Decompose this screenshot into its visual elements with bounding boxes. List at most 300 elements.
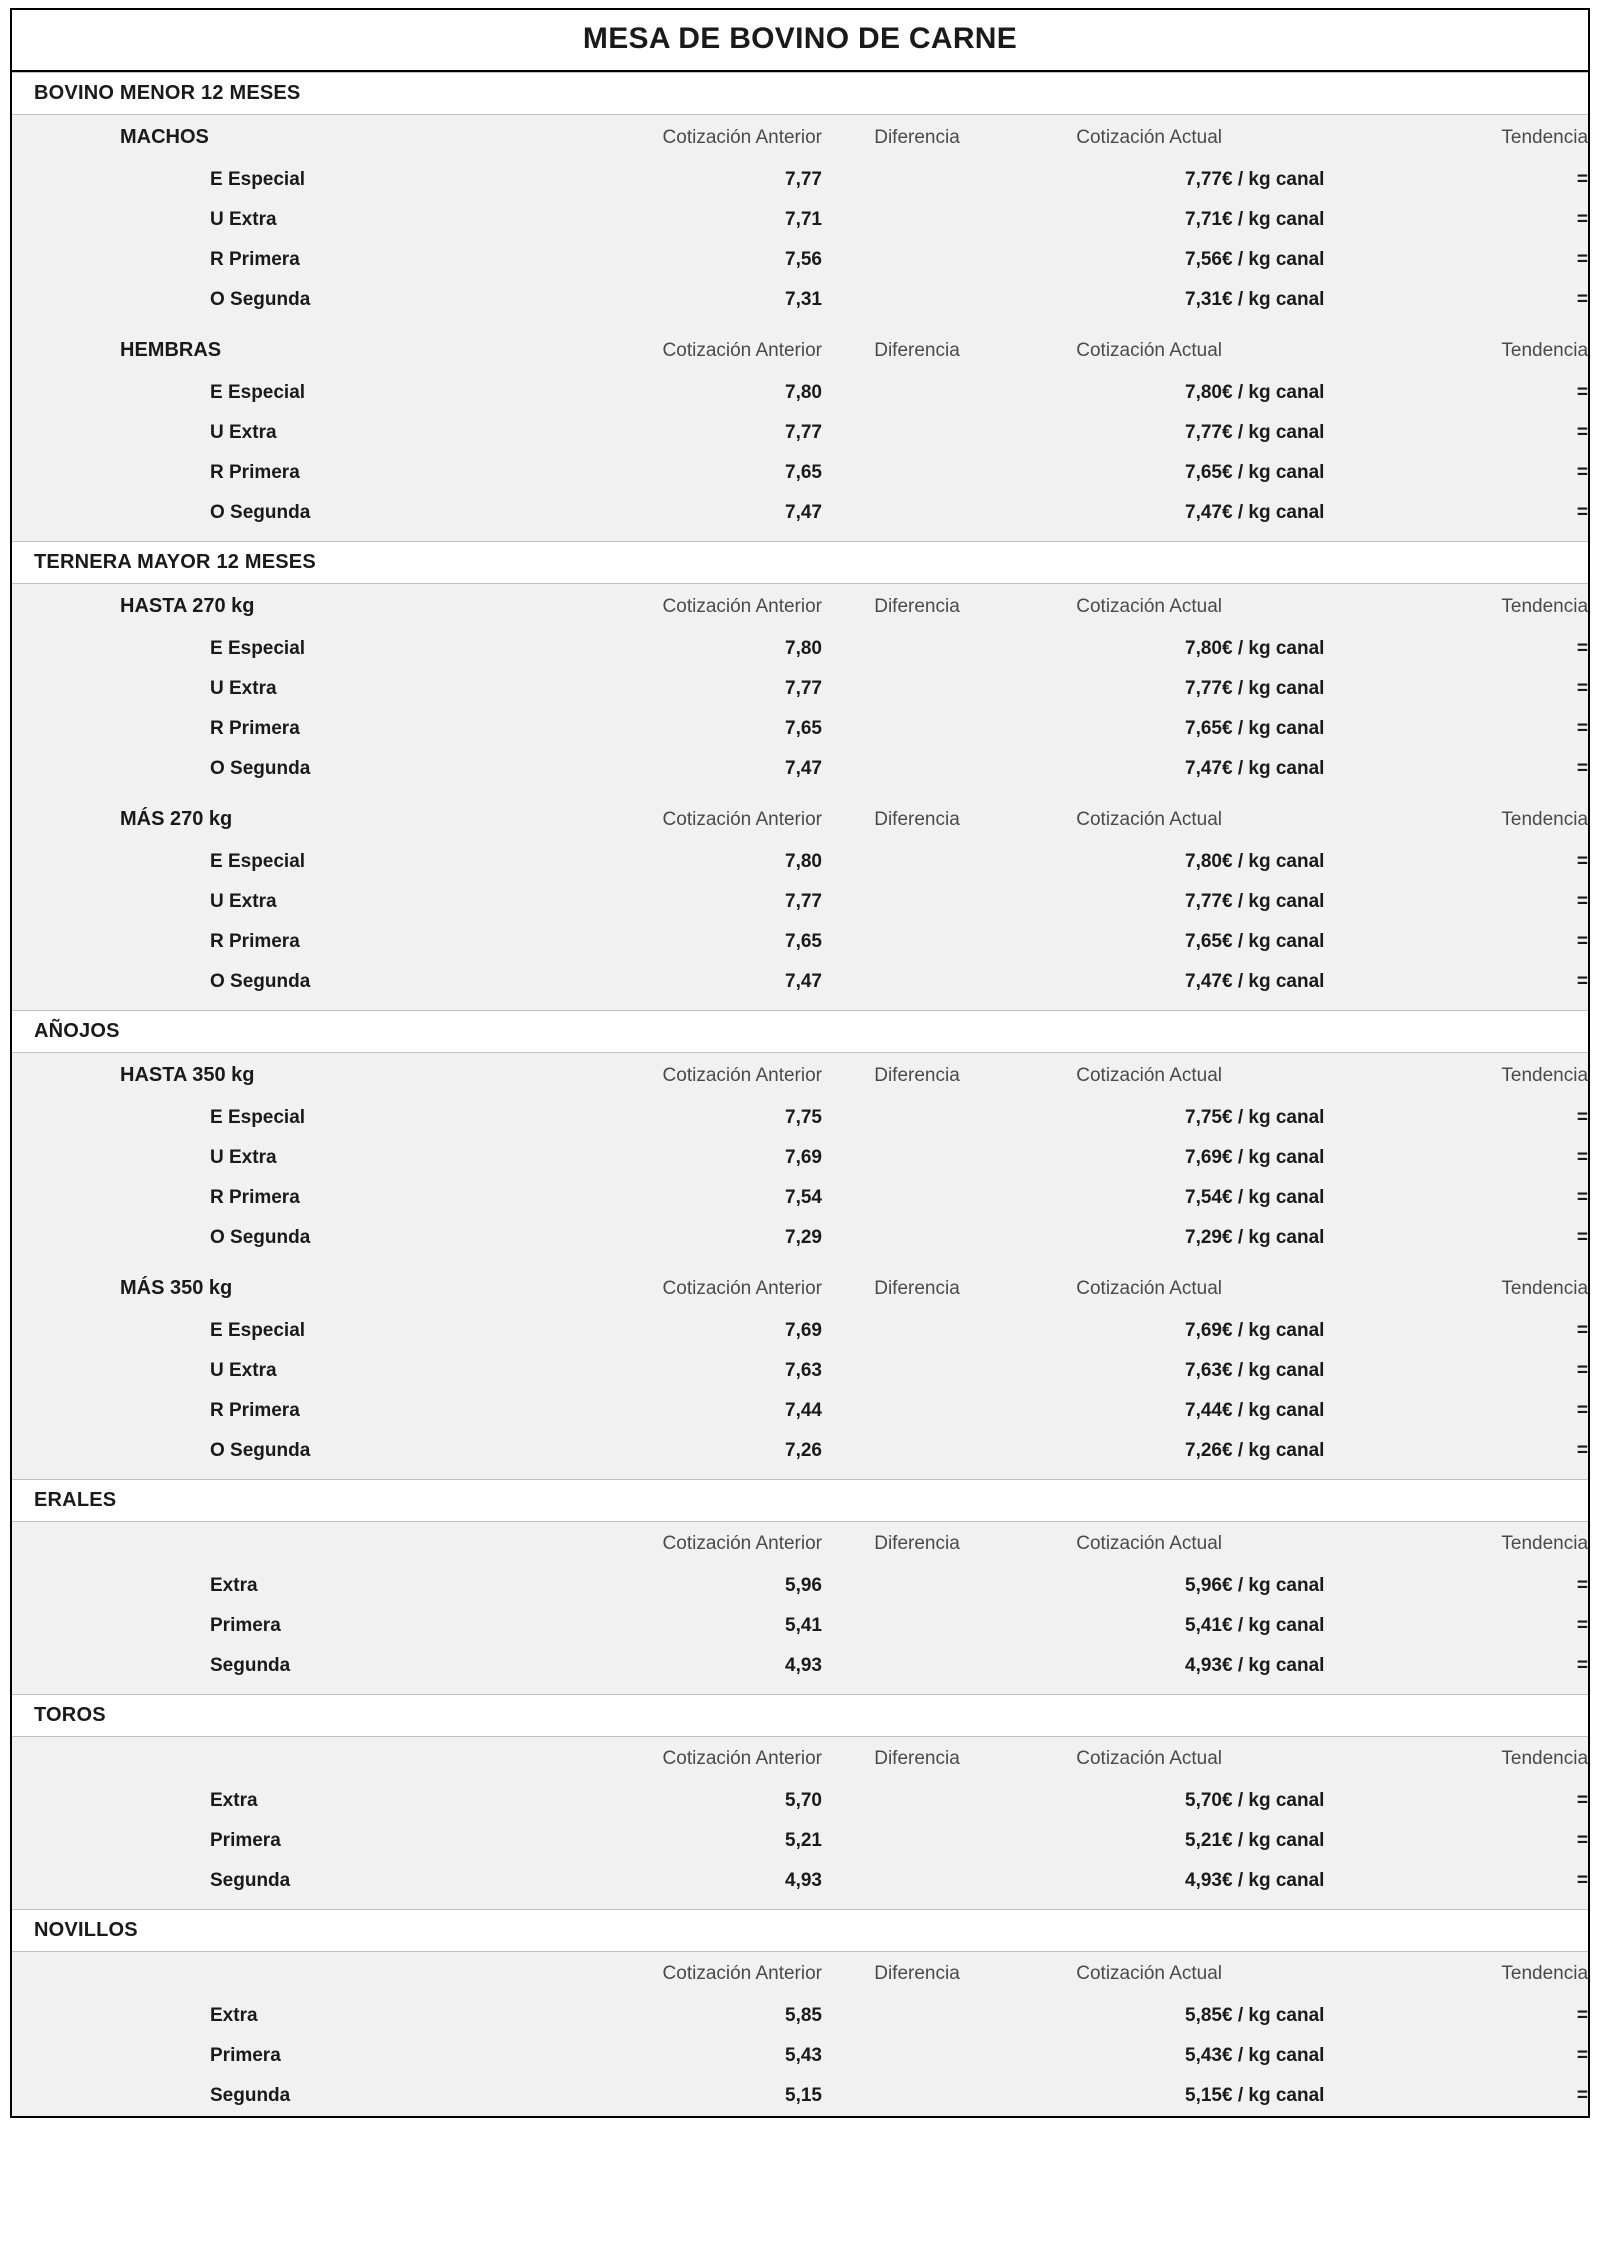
row-unit: € / kg canal	[1222, 2036, 1422, 2076]
row-unit: € / kg canal	[1222, 1646, 1422, 1686]
row-label: U Extra	[12, 413, 612, 453]
header-trend: Tendencia	[1422, 1737, 1588, 1782]
row-previous-quote: 7,26	[612, 1431, 822, 1471]
column-header-row	[12, 1952, 1588, 1997]
table-body	[12, 73, 1588, 2117]
header-difference: Diferencia	[822, 797, 1012, 842]
row-trend: =	[1422, 373, 1588, 413]
row-trend: =	[1422, 1566, 1588, 1606]
row-label: E Especial	[12, 160, 612, 200]
row-label: U Extra	[12, 669, 612, 709]
row-current-quote: 7,69	[1012, 1311, 1222, 1351]
row-previous-quote: 7,77	[612, 669, 822, 709]
row-unit: € / kg canal	[1222, 1781, 1422, 1821]
page-title: MESA DE BOVINO DE CARNE	[12, 10, 1588, 72]
header-current-quote: Cotización Actual	[1012, 115, 1222, 161]
row-trend: =	[1422, 2036, 1588, 2076]
row-difference	[822, 1178, 1012, 1218]
section-title: ERALES	[12, 1480, 1588, 1522]
row-unit: € / kg canal	[1222, 1996, 1422, 2036]
row-current-quote: 7,71	[1012, 200, 1222, 240]
row-trend: =	[1422, 1821, 1588, 1861]
row-trend: =	[1422, 1311, 1588, 1351]
table-row	[12, 1861, 1588, 1901]
section-title: BOVINO MENOR 12 MESES	[12, 73, 1588, 115]
row-spacer-cell	[12, 789, 1588, 797]
row-current-quote: 4,93	[1012, 1861, 1222, 1901]
column-header-row	[12, 797, 1588, 842]
row-trend: =	[1422, 280, 1588, 320]
table-row	[12, 1311, 1588, 1351]
row-label: R Primera	[12, 240, 612, 280]
row-spacer	[12, 789, 1588, 797]
row-previous-quote: 7,31	[612, 280, 822, 320]
row-previous-quote: 5,85	[612, 1996, 822, 2036]
row-unit: € / kg canal	[1222, 629, 1422, 669]
row-current-quote: 7,44	[1012, 1391, 1222, 1431]
row-previous-quote: 7,77	[612, 160, 822, 200]
row-difference	[822, 1431, 1012, 1471]
row-current-quote: 5,15	[1012, 2076, 1222, 2116]
row-spacer	[12, 533, 1588, 542]
row-previous-quote: 7,56	[612, 240, 822, 280]
table-row	[12, 669, 1588, 709]
header-trend: Tendencia	[1422, 115, 1588, 161]
row-unit: € / kg canal	[1222, 882, 1422, 922]
column-header-row	[12, 115, 1588, 161]
section-title: NOVILLOS	[12, 1910, 1588, 1952]
row-spacer	[12, 320, 1588, 328]
row-label: Primera	[12, 1821, 612, 1861]
row-previous-quote: 7,63	[612, 1351, 822, 1391]
table-row	[12, 373, 1588, 413]
header-previous-quote: Cotización Anterior	[612, 1053, 822, 1099]
row-current-quote: 7,80	[1012, 842, 1222, 882]
row-current-quote: 7,26	[1012, 1431, 1222, 1471]
row-unit: € / kg canal	[1222, 1098, 1422, 1138]
row-trend: =	[1422, 669, 1588, 709]
row-label: E Especial	[12, 373, 612, 413]
table-row	[12, 1781, 1588, 1821]
row-label: O Segunda	[12, 280, 612, 320]
header-unit-spacer	[1222, 584, 1422, 630]
header-previous-quote: Cotización Anterior	[612, 1737, 822, 1782]
table-row	[12, 1431, 1588, 1471]
row-difference	[822, 453, 1012, 493]
row-previous-quote: 7,69	[612, 1311, 822, 1351]
row-unit: € / kg canal	[1222, 413, 1422, 453]
row-spacer	[12, 1686, 1588, 1695]
row-unit: € / kg canal	[1222, 280, 1422, 320]
row-difference	[822, 160, 1012, 200]
row-difference	[822, 1218, 1012, 1258]
table-row	[12, 493, 1588, 533]
row-difference	[822, 1781, 1012, 1821]
table-row	[12, 2036, 1588, 2076]
section-header-row	[12, 1480, 1588, 1522]
row-unit: € / kg canal	[1222, 200, 1422, 240]
section-header-row	[12, 73, 1588, 115]
row-trend: =	[1422, 962, 1588, 1002]
table-row	[12, 962, 1588, 1002]
row-previous-quote: 5,70	[612, 1781, 822, 1821]
column-header-row	[12, 328, 1588, 373]
row-label: U Extra	[12, 882, 612, 922]
row-trend: =	[1422, 493, 1588, 533]
row-difference	[822, 1391, 1012, 1431]
row-current-quote: 5,43	[1012, 2036, 1222, 2076]
row-previous-quote: 7,47	[612, 749, 822, 789]
row-trend: =	[1422, 453, 1588, 493]
subgroup-label: MACHOS	[12, 115, 612, 161]
header-previous-quote: Cotización Anterior	[612, 1522, 822, 1567]
row-difference	[822, 749, 1012, 789]
row-trend: =	[1422, 240, 1588, 280]
row-label: R Primera	[12, 453, 612, 493]
row-spacer-cell	[12, 1002, 1588, 1011]
row-spacer-cell	[12, 1471, 1588, 1480]
row-label: Primera	[12, 1606, 612, 1646]
row-unit: € / kg canal	[1222, 1606, 1422, 1646]
table-row	[12, 709, 1588, 749]
row-trend: =	[1422, 200, 1588, 240]
table-row	[12, 160, 1588, 200]
row-unit: € / kg canal	[1222, 1138, 1422, 1178]
row-previous-quote: 7,65	[612, 709, 822, 749]
header-previous-quote: Cotización Anterior	[612, 1952, 822, 1997]
row-trend: =	[1422, 1781, 1588, 1821]
row-difference	[822, 493, 1012, 533]
row-trend: =	[1422, 749, 1588, 789]
header-difference: Diferencia	[822, 584, 1012, 630]
row-difference	[822, 1996, 1012, 2036]
row-previous-quote: 7,54	[612, 1178, 822, 1218]
row-current-quote: 7,29	[1012, 1218, 1222, 1258]
row-label: Extra	[12, 1996, 612, 2036]
row-trend: =	[1422, 842, 1588, 882]
row-previous-quote: 7,47	[612, 962, 822, 1002]
row-current-quote: 7,75	[1012, 1098, 1222, 1138]
row-unit: € / kg canal	[1222, 240, 1422, 280]
subgroup-label: HASTA 270 kg	[12, 584, 612, 630]
row-trend: =	[1422, 1996, 1588, 2036]
subgroup-label: MÁS 270 kg	[12, 797, 612, 842]
row-unit: € / kg canal	[1222, 1178, 1422, 1218]
header-current-quote: Cotización Actual	[1012, 1952, 1222, 1997]
row-trend: =	[1422, 1138, 1588, 1178]
row-previous-quote: 5,43	[612, 2036, 822, 2076]
row-trend: =	[1422, 922, 1588, 962]
row-difference	[822, 1566, 1012, 1606]
row-unit: € / kg canal	[1222, 1566, 1422, 1606]
row-current-quote: 7,80	[1012, 629, 1222, 669]
row-current-quote: 4,93	[1012, 1646, 1222, 1686]
header-current-quote: Cotización Actual	[1012, 328, 1222, 373]
row-label: Primera	[12, 2036, 612, 2076]
header-trend: Tendencia	[1422, 584, 1588, 630]
column-header-row	[12, 1522, 1588, 1567]
row-current-quote: 7,80	[1012, 373, 1222, 413]
section-title: TERNERA MAYOR 12 MESES	[12, 542, 1588, 584]
row-label: O Segunda	[12, 1431, 612, 1471]
row-unit: € / kg canal	[1222, 1821, 1422, 1861]
subgroup-label: HEMBRAS	[12, 328, 612, 373]
row-label: Extra	[12, 1781, 612, 1821]
header-unit-spacer	[1222, 1522, 1422, 1567]
subgroup-label	[12, 1952, 612, 1997]
row-previous-quote: 7,65	[612, 922, 822, 962]
row-trend: =	[1422, 160, 1588, 200]
table-row	[12, 1646, 1588, 1686]
row-previous-quote: 7,29	[612, 1218, 822, 1258]
column-header-row	[12, 1053, 1588, 1099]
header-difference: Diferencia	[822, 1053, 1012, 1099]
row-current-quote: 7,56	[1012, 240, 1222, 280]
header-difference: Diferencia	[822, 1266, 1012, 1311]
row-trend: =	[1422, 413, 1588, 453]
header-unit-spacer	[1222, 1266, 1422, 1311]
row-difference	[822, 200, 1012, 240]
row-unit: € / kg canal	[1222, 453, 1422, 493]
header-trend: Tendencia	[1422, 328, 1588, 373]
section-header-row	[12, 1011, 1588, 1053]
header-trend: Tendencia	[1422, 1952, 1588, 1997]
header-trend: Tendencia	[1422, 1522, 1588, 1567]
table-row	[12, 240, 1588, 280]
row-difference	[822, 962, 1012, 1002]
row-spacer-cell	[12, 320, 1588, 328]
row-unit: € / kg canal	[1222, 1218, 1422, 1258]
row-trend: =	[1422, 1606, 1588, 1646]
row-difference	[822, 413, 1012, 453]
row-previous-quote: 4,93	[612, 1646, 822, 1686]
row-difference	[822, 240, 1012, 280]
row-unit: € / kg canal	[1222, 2076, 1422, 2116]
row-previous-quote: 7,75	[612, 1098, 822, 1138]
row-current-quote: 5,41	[1012, 1606, 1222, 1646]
row-unit: € / kg canal	[1222, 1311, 1422, 1351]
row-label: U Extra	[12, 1138, 612, 1178]
header-trend: Tendencia	[1422, 1053, 1588, 1099]
row-previous-quote: 7,44	[612, 1391, 822, 1431]
row-difference	[822, 842, 1012, 882]
row-label: O Segunda	[12, 493, 612, 533]
header-previous-quote: Cotización Anterior	[612, 1266, 822, 1311]
row-label: R Primera	[12, 1178, 612, 1218]
row-spacer	[12, 1901, 1588, 1910]
row-label: R Primera	[12, 709, 612, 749]
row-previous-quote: 7,47	[612, 493, 822, 533]
row-difference	[822, 922, 1012, 962]
section-header-row	[12, 1695, 1588, 1737]
header-current-quote: Cotización Actual	[1012, 1737, 1222, 1782]
row-label: E Especial	[12, 1098, 612, 1138]
row-spacer-cell	[12, 533, 1588, 542]
row-trend: =	[1422, 1351, 1588, 1391]
row-spacer	[12, 1002, 1588, 1011]
row-current-quote: 5,21	[1012, 1821, 1222, 1861]
table-row	[12, 1138, 1588, 1178]
row-previous-quote: 7,80	[612, 629, 822, 669]
section-title: TOROS	[12, 1695, 1588, 1737]
row-current-quote: 5,70	[1012, 1781, 1222, 1821]
row-difference	[822, 2036, 1012, 2076]
row-current-quote: 7,47	[1012, 493, 1222, 533]
row-trend: =	[1422, 709, 1588, 749]
column-header-row	[12, 584, 1588, 630]
subgroup-label	[12, 1522, 612, 1567]
row-current-quote: 7,31	[1012, 280, 1222, 320]
row-difference	[822, 1098, 1012, 1138]
row-current-quote: 7,63	[1012, 1351, 1222, 1391]
row-spacer-cell	[12, 1686, 1588, 1695]
header-current-quote: Cotización Actual	[1012, 584, 1222, 630]
row-current-quote: 7,65	[1012, 922, 1222, 962]
row-unit: € / kg canal	[1222, 669, 1422, 709]
header-current-quote: Cotización Actual	[1012, 1522, 1222, 1567]
row-current-quote: 7,69	[1012, 1138, 1222, 1178]
header-previous-quote: Cotización Anterior	[612, 328, 822, 373]
table-row	[12, 1391, 1588, 1431]
row-current-quote: 7,47	[1012, 749, 1222, 789]
row-spacer	[12, 1471, 1588, 1480]
row-trend: =	[1422, 1218, 1588, 1258]
header-previous-quote: Cotización Anterior	[612, 797, 822, 842]
row-unit: € / kg canal	[1222, 1861, 1422, 1901]
row-trend: =	[1422, 1098, 1588, 1138]
header-trend: Tendencia	[1422, 1266, 1588, 1311]
table-row	[12, 1606, 1588, 1646]
header-difference: Diferencia	[822, 328, 1012, 373]
table-row	[12, 200, 1588, 240]
table-row	[12, 453, 1588, 493]
row-trend: =	[1422, 1646, 1588, 1686]
row-trend: =	[1422, 2076, 1588, 2116]
subgroup-label: HASTA 350 kg	[12, 1053, 612, 1099]
row-trend: =	[1422, 629, 1588, 669]
row-difference	[822, 669, 1012, 709]
row-label: R Primera	[12, 1391, 612, 1431]
row-spacer	[12, 1258, 1588, 1266]
header-current-quote: Cotización Actual	[1012, 797, 1222, 842]
table-row	[12, 749, 1588, 789]
header-current-quote: Cotización Actual	[1012, 1053, 1222, 1099]
table-row	[12, 629, 1588, 669]
row-label: E Especial	[12, 629, 612, 669]
row-difference	[822, 1861, 1012, 1901]
row-previous-quote: 7,80	[612, 373, 822, 413]
header-unit-spacer	[1222, 1053, 1422, 1099]
row-current-quote: 7,77	[1012, 413, 1222, 453]
price-table-document	[10, 8, 1590, 2118]
row-label: Segunda	[12, 2076, 612, 2116]
row-label: Extra	[12, 1566, 612, 1606]
header-unit-spacer	[1222, 328, 1422, 373]
price-table	[12, 72, 1588, 2116]
row-difference	[822, 709, 1012, 749]
row-spacer-cell	[12, 1901, 1588, 1910]
row-difference	[822, 629, 1012, 669]
row-label: E Especial	[12, 1311, 612, 1351]
row-difference	[822, 1646, 1012, 1686]
header-difference: Diferencia	[822, 1737, 1012, 1782]
table-row	[12, 842, 1588, 882]
row-previous-quote: 5,15	[612, 2076, 822, 2116]
row-unit: € / kg canal	[1222, 373, 1422, 413]
header-unit-spacer	[1222, 1737, 1422, 1782]
row-unit: € / kg canal	[1222, 749, 1422, 789]
row-previous-quote: 7,71	[612, 200, 822, 240]
row-unit: € / kg canal	[1222, 160, 1422, 200]
row-unit: € / kg canal	[1222, 922, 1422, 962]
header-difference: Diferencia	[822, 1952, 1012, 1997]
row-unit: € / kg canal	[1222, 1351, 1422, 1391]
row-current-quote: 7,77	[1012, 669, 1222, 709]
row-current-quote: 5,85	[1012, 1996, 1222, 2036]
header-previous-quote: Cotización Anterior	[612, 584, 822, 630]
header-difference: Diferencia	[822, 115, 1012, 161]
row-label: U Extra	[12, 1351, 612, 1391]
row-current-quote: 7,65	[1012, 709, 1222, 749]
table-row	[12, 1351, 1588, 1391]
table-row	[12, 280, 1588, 320]
row-label: U Extra	[12, 200, 612, 240]
header-unit-spacer	[1222, 1952, 1422, 1997]
header-current-quote: Cotización Actual	[1012, 1266, 1222, 1311]
row-difference	[822, 1351, 1012, 1391]
row-label: E Especial	[12, 842, 612, 882]
row-label: O Segunda	[12, 962, 612, 1002]
header-trend: Tendencia	[1422, 797, 1588, 842]
row-unit: € / kg canal	[1222, 1391, 1422, 1431]
row-previous-quote: 4,93	[612, 1861, 822, 1901]
header-difference: Diferencia	[822, 1522, 1012, 1567]
table-row	[12, 1566, 1588, 1606]
table-row	[12, 1821, 1588, 1861]
row-previous-quote: 7,77	[612, 413, 822, 453]
row-previous-quote: 7,69	[612, 1138, 822, 1178]
row-trend: =	[1422, 1391, 1588, 1431]
section-header-row	[12, 542, 1588, 584]
row-difference	[822, 1821, 1012, 1861]
row-trend: =	[1422, 1861, 1588, 1901]
header-previous-quote: Cotización Anterior	[612, 115, 822, 161]
row-previous-quote: 5,96	[612, 1566, 822, 1606]
row-label: O Segunda	[12, 1218, 612, 1258]
table-row	[12, 1996, 1588, 2036]
row-current-quote: 5,96	[1012, 1566, 1222, 1606]
table-row	[12, 922, 1588, 962]
row-unit: € / kg canal	[1222, 493, 1422, 533]
section-title: AÑOJOS	[12, 1011, 1588, 1053]
row-current-quote: 7,65	[1012, 453, 1222, 493]
row-difference	[822, 2076, 1012, 2116]
section-header-row	[12, 1910, 1588, 1952]
column-header-row	[12, 1737, 1588, 1782]
row-label: R Primera	[12, 922, 612, 962]
row-unit: € / kg canal	[1222, 842, 1422, 882]
row-difference	[822, 1138, 1012, 1178]
row-label: Segunda	[12, 1646, 612, 1686]
row-unit: € / kg canal	[1222, 1431, 1422, 1471]
row-previous-quote: 5,21	[612, 1821, 822, 1861]
row-current-quote: 7,77	[1012, 160, 1222, 200]
row-current-quote: 7,77	[1012, 882, 1222, 922]
header-unit-spacer	[1222, 115, 1422, 161]
row-trend: =	[1422, 882, 1588, 922]
row-difference	[822, 1606, 1012, 1646]
row-unit: € / kg canal	[1222, 962, 1422, 1002]
